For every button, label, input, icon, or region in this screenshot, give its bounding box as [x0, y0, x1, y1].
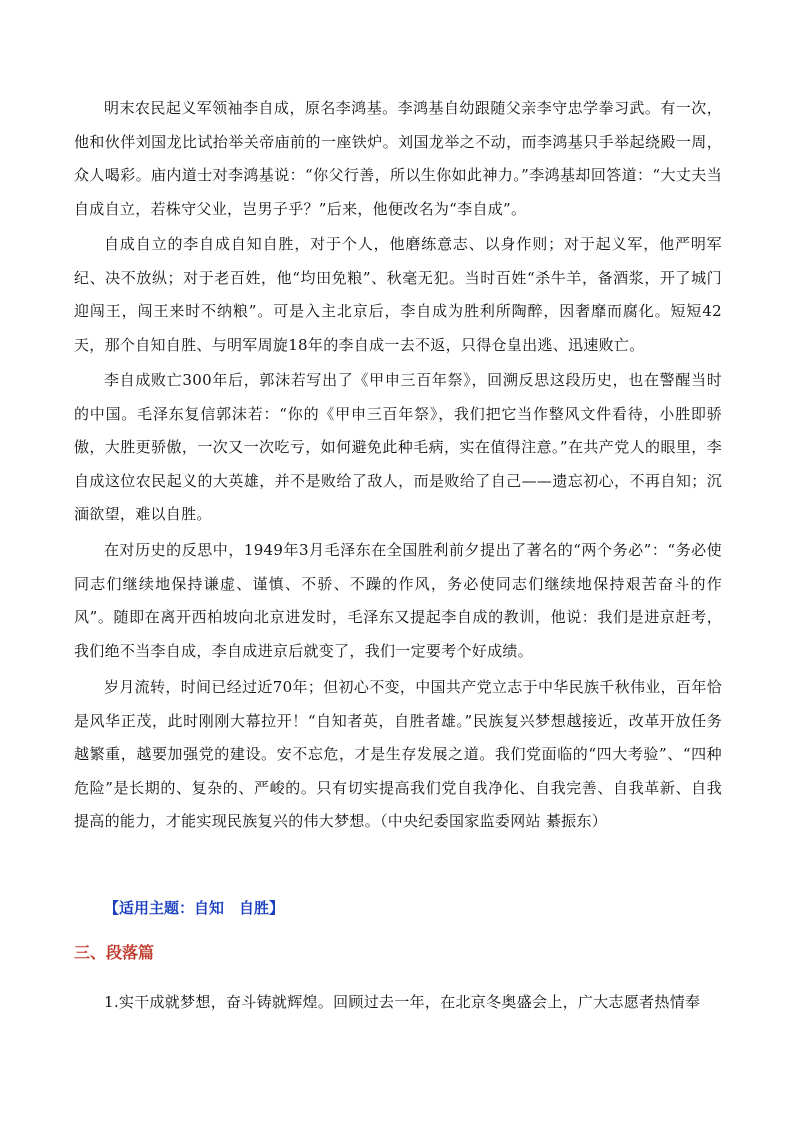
theme-open-bracket: 【 [104, 899, 120, 917]
theme-close-bracket: 】 [269, 899, 285, 917]
section-title: 三、段落篇 [74, 943, 155, 962]
paragraph-numbered-1: 1.实干成就梦想，奋斗铸就辉煌。回顾过去一年，在北京冬奥盛会上，广大志愿者热情奉 [104, 993, 701, 1011]
paragraph-1: 明末农民起义军领袖李自成，原名李鸿基。李鸿基自幼跟随父亲李守忠学拳习武。有一次，他和伙伴刘国龙比试抬举关帝庙前的一座铁炉。刘国龙举之不动，而李鸿基只手举起绕殿一周，众人喝彩。庙内道士对李鸿基说：“你父行善，所以生你如此神力。”李鸿基却回答道：“大丈夫当自成自立，若株守父业，岂男子乎？”后来，他便改名为“李自成”。 [74, 99, 722, 218]
paragraph-5: 岁月流转，时间已经过近70年；但初心不变，中国共产党立志于中华民族千秋伟业，百年恰是风华正茂，此时刚刚大幕拉开！“自知者英，自胜者雄。”民族复兴梦想越接近，改革开放任务越繁重，越要加强党的建设。安不忘危，才是生存发展之道。我们党面临的“四大考验”、“四种危险”是长期的、复杂的、严峻的。只有切实提高我们党自我净化、自我完善、自我革新、自我提高的能力，才能实现民族复兴的伟大梦想。（中央纪委国家监委网站 綦振东） [74, 678, 722, 830]
applicable-theme [104, 893, 284, 923]
paragraph-4: 在对历史的反思中，1949年3月毛泽东在全国胜利前夕提出了著名的“两个务必”：“务必使同志们继续地保持谦虚、谨慎、不骄、不躁的作风，务必使同志们继续地保持艰苦奋斗的作风”。随即在离开西柏坡向北京进发时，毛泽东又提起李自成的教训，他说：我们是进京赶考，我们绝不当李自成，李自成进京后就变了，我们一定要考个好成绩。 [74, 541, 722, 660]
paragraph-3: 李自成败亡300年后，郭沫若写出了《甲申三百年祭》，回溯反思这段历史，也在警醒当时的中国。毛泽东复信郭沫若：“你的《甲申三百年祭》，我们把它当作整风文件看待，小胜即骄傲，大胜更骄傲，一次又一次吃亏，如何避免此种毛病，实在值得注意。”在共产党人的眼里，李自成这位农民起义的大英雄，并不是败给了敌人，而是败给了自己——遗忘初心，不再自知；沉湎欲望，难以自胜。 [74, 371, 722, 523]
theme-label: 适用主题：自知 自胜 [119, 899, 270, 917]
paragraph-2: 自成自立的李自成自知自胜，对于个人，他磨练意志、以身作则；对于起义军，他严明军纪、决不放纵；对于老百姓，他“均田免粮”、秋毫无犯。当时百姓“杀牛羊，备酒浆，开了城门迎闯王，闯王来时不纳粮”。可是入主北京后，李自成为胜利所陶醉，因奢靡而腐化。短短42天，那个自知自胜、与明军周旋18年的李自成一去不返，只得仓皇出逃、迅速败亡。 [74, 235, 722, 354]
